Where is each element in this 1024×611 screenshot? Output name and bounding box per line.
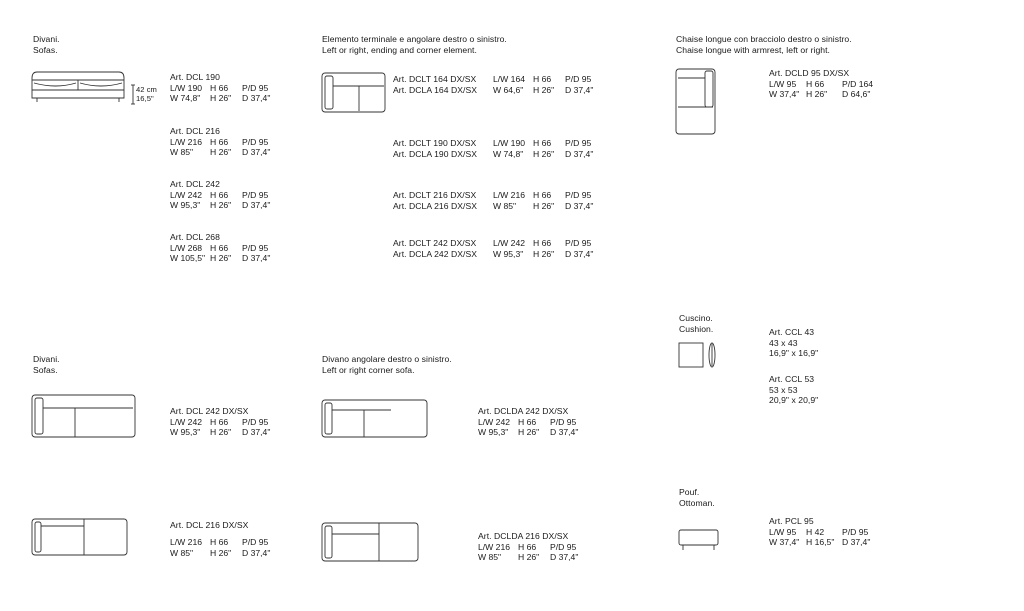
spec-depth: P/D 95 <box>565 138 592 148</box>
height-cm: 42 cm <box>136 85 157 94</box>
spec-height: H 66 <box>210 189 229 200</box>
spec-width-inch: W 95,3" <box>493 248 524 259</box>
spec-depth: P/D 95 <box>242 136 269 147</box>
spec-depth-inch: D 37,4" <box>565 248 594 259</box>
spec-row-inch <box>493 248 594 302</box>
title-en: Ottoman. <box>679 497 715 508</box>
spec-depth-inch: D 37,4" <box>242 427 271 438</box>
spec-height: H 66 <box>533 190 552 200</box>
cushion-size-inch: 16,9" x 16,9" <box>769 348 819 359</box>
spec-depth-inch: D 37,4" <box>242 93 271 104</box>
title-en: Chaise longue with armrest, left or right. <box>676 44 830 55</box>
section-title-chaise <box>676 34 852 55</box>
spec-width-inch: W 85" <box>478 552 502 563</box>
spec-height: H 66 <box>533 238 552 248</box>
article-codes <box>393 138 477 159</box>
title-it: Cuscino. <box>679 313 713 323</box>
title-en: Sofas. <box>33 44 58 55</box>
sofa-dxsx-242-drawing <box>31 394 137 440</box>
spec-depth-inch: D 37,4" <box>565 84 594 95</box>
article-code: Art. CCL 53 <box>769 374 815 384</box>
article-code-a: Art. DCLA 190 DX/SX <box>393 148 478 159</box>
spec-height-inch: H 26" <box>533 148 555 159</box>
article-code: Art. DCL 216 DX/SX <box>170 520 249 530</box>
spec-width-inch: W 95,3" <box>170 427 201 438</box>
section-title-pouf <box>679 487 715 508</box>
spec-depth-inch: D 37,4" <box>842 537 871 548</box>
cushion-size: 43 x 43 <box>769 337 798 348</box>
article-code-t: Art. DCLT 242 DX/SX <box>393 238 477 248</box>
title-it: Divani. <box>33 34 60 44</box>
spec-width: L/W 190 <box>170 82 203 93</box>
spec-height-inch: H 26" <box>210 427 232 438</box>
section-title-corner-sofa <box>322 354 452 375</box>
sofa-front-drawing <box>31 68 131 104</box>
spec-depth-inch: D 37,4" <box>242 547 271 558</box>
spec-height-inch: H 26" <box>518 552 540 563</box>
section-title-terminal <box>322 34 507 55</box>
spec-width: L/W 268 <box>170 242 203 253</box>
spec-width: L/W 242 <box>478 416 511 427</box>
article-code-t: Art. DCLT 164 DX/SX <box>393 74 477 84</box>
spec-height-inch: H 26" <box>210 200 232 211</box>
section-title-sofas-side <box>33 354 60 375</box>
title-en: Sofas. <box>33 364 58 375</box>
spec-row-inch <box>170 547 271 601</box>
spec-height-inch: H 26" <box>210 547 232 558</box>
spec-width: L/W 190 <box>493 138 526 148</box>
spec-height: H 66 <box>210 242 229 253</box>
spec-depth-inch: D 37,4" <box>550 427 579 438</box>
height-inch: 16,5" <box>136 94 154 103</box>
section-title-cushion <box>679 313 713 334</box>
spec-width-inch: W 95,3" <box>170 200 201 211</box>
height-dimension-label <box>136 85 157 103</box>
article-code-a: Art. DCLA 242 DX/SX <box>393 248 478 259</box>
spec-depth: P/D 95 <box>550 541 577 552</box>
spec-height-inch: H 26" <box>533 248 555 259</box>
cushion-size-inch: 20,9" x 20,9" <box>769 395 819 406</box>
spec-depth: P/D 95 <box>842 526 869 537</box>
article-code-a: Art. DCLA 164 DX/SX <box>393 84 478 95</box>
spec-row-inch <box>170 253 271 306</box>
article-code: Art. DCLDA 242 DX/SX <box>478 406 569 416</box>
spec-height-inch: H 26" <box>533 200 555 211</box>
spec-width: L/W 216 <box>478 541 511 552</box>
article-codes <box>393 190 477 211</box>
cushion-drawing <box>678 342 718 370</box>
article-code: Art. PCL 95 <box>769 516 814 526</box>
spec-width-inch: W 74,8" <box>170 93 201 104</box>
spec-row-inch <box>170 427 271 480</box>
article-code: Art. DCL 190 <box>170 72 220 82</box>
article-code: Art. DCL 242 <box>170 179 220 189</box>
title-it: Chaise longue con bracciolo destro o sinistro. <box>676 34 852 44</box>
spec-depth: P/D 164 <box>842 78 874 89</box>
spec-height-inch: H 26" <box>210 253 232 264</box>
spec-depth-inch: D 37,4" <box>242 200 271 211</box>
spec-width: L/W 216 <box>493 190 526 200</box>
spec-height-inch: H 26" <box>533 84 555 95</box>
title-it: Pouf. <box>679 487 700 497</box>
spec-depth: P/D 95 <box>565 238 592 248</box>
sofa-dxsx-216-drawing <box>31 518 129 558</box>
spec-height-inch: H 16,5" <box>806 537 835 548</box>
title-en: Cushion. <box>679 323 714 334</box>
spec-width-inch: W 85" <box>170 147 194 158</box>
spec-row-inch <box>769 89 871 142</box>
spec-row-inch <box>769 537 871 590</box>
title-it: Divani. <box>33 354 60 364</box>
spec-width-inch: W 85" <box>493 200 517 211</box>
title-en: Left or right, ending and corner element. <box>322 44 477 55</box>
article-code-t: Art. DCLT 190 DX/SX <box>393 138 477 148</box>
spec-width: L/W 95 <box>769 78 797 89</box>
cushion-size: 53 x 53 <box>769 384 798 395</box>
spec-height-inch: H 26" <box>210 93 232 104</box>
spec-width: L/W 216 <box>170 537 203 547</box>
article-codes <box>393 238 477 259</box>
spec-width: L/W 95 <box>769 526 797 537</box>
spec-row-inch <box>493 84 594 138</box>
terminal-element-drawing <box>321 72 387 114</box>
spec-depth-inch: D 37,4" <box>550 552 579 563</box>
spec-height: H 66 <box>533 138 552 148</box>
spec-height: H 66 <box>518 416 537 427</box>
title-it: Divano angolare destro o sinistro. <box>322 354 452 364</box>
spec-depth-inch: D 37,4" <box>242 253 271 264</box>
spec-height: H 66 <box>210 136 229 147</box>
spec-height: H 66 <box>210 82 229 93</box>
spec-height-inch: H 26" <box>210 147 232 158</box>
spec-width-inch: W 64,6" <box>493 84 524 95</box>
spec-depth: P/D 95 <box>242 189 269 200</box>
title-en: Left or right corner sofa. <box>322 364 415 375</box>
spec-width: L/W 216 <box>170 136 203 147</box>
article-code: Art. CCL 43 <box>769 327 815 337</box>
spec-height: H 66 <box>533 74 552 84</box>
spec-width-inch: W 74,8" <box>493 148 524 159</box>
spec-depth: P/D 95 <box>242 242 269 253</box>
article-code: Art. DCL 216 <box>170 126 220 136</box>
spec-width-inch: W 95,3" <box>478 427 509 438</box>
spec-depth-inch: D 37,4" <box>242 147 271 158</box>
spec-depth-inch: D 37,4" <box>565 200 594 211</box>
spec-row-inch <box>478 552 579 605</box>
spec-width: L/W 242 <box>170 189 203 200</box>
cushion-spec-53 <box>769 374 818 406</box>
article-codes <box>393 74 477 95</box>
section-title-sofas <box>33 34 60 55</box>
spec-height: H 66 <box>210 416 229 427</box>
spec-depth: P/D 95 <box>242 416 269 427</box>
corner-sofa-216-drawing <box>321 522 421 564</box>
spec-width: L/W 164 <box>493 74 526 84</box>
article-code: Art. DCL 242 DX/SX <box>170 406 249 416</box>
spec-depth-inch: D 37,4" <box>565 148 594 159</box>
corner-sofa-242-drawing <box>321 399 429 439</box>
spec-row-inch <box>478 427 579 480</box>
spec-height-inch: H 26" <box>806 89 828 100</box>
spec-height: H 66 <box>806 78 825 89</box>
cushion-spec-43 <box>769 327 818 359</box>
pouf-drawing <box>678 528 720 552</box>
spec-width: L/W 242 <box>170 416 203 427</box>
spec-depth: P/D 95 <box>565 190 592 200</box>
spec-width-inch: W 37,4" <box>769 89 800 100</box>
spec-depth: P/D 95 <box>550 416 577 427</box>
spec-width-inch: W 105,5" <box>170 253 206 264</box>
spec-depth: P/D 95 <box>565 74 592 84</box>
spec-width: L/W 242 <box>493 238 526 248</box>
article-code-t: Art. DCLT 216 DX/SX <box>393 190 477 200</box>
title-it: Elemento terminale e angolare destro o sinistro. <box>322 34 507 44</box>
spec-depth: P/D 95 <box>242 537 269 547</box>
spec-height: H 42 <box>806 526 825 537</box>
article-code: Art. DCLDA 216 DX/SX <box>478 531 569 541</box>
spec-height-inch: H 26" <box>518 427 540 438</box>
spec-height: H 66 <box>210 537 229 547</box>
article-code-a: Art. DCLA 216 DX/SX <box>393 200 478 211</box>
spec-width-inch: W 85" <box>170 547 194 558</box>
chaise-longue-drawing <box>675 68 717 136</box>
spec-depth-inch: D 64,6" <box>842 89 871 100</box>
spec-height: H 66 <box>518 541 537 552</box>
article-code: Art. DCLD 95 DX/SX <box>769 68 850 78</box>
article-code: Art. DCL 268 <box>170 232 220 242</box>
spec-depth: P/D 95 <box>242 82 269 93</box>
spec-width-inch: W 37,4" <box>769 537 800 548</box>
